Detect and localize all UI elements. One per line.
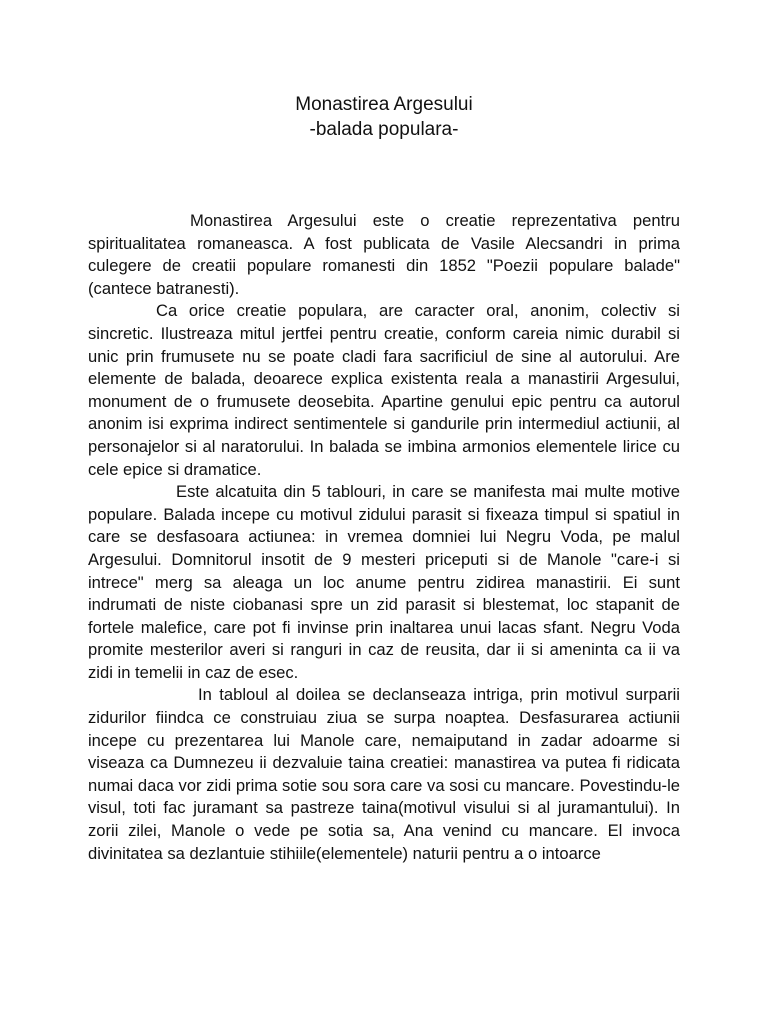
title-block bbox=[0, 92, 768, 142]
body-text bbox=[88, 210, 680, 865]
paragraph: Ca orice creatie populara, are caracter oral, anonim, colectiv si sincretic. Ilustreaza mitul jertfei pentru creatie, conform careia nimic durabil si unic prin frumusete nu se poate cladi fara sacrificiul de sine al autorului. Are elemente de balada, deoarece explica existenta reala a manastirii Argesului, monument de o frumusete deosebita. Apartine genului epic pentru ca autorul anonim isi exprima indirect sentimentele si gandurile prin intermediul actiunii, al personajelor si al naratorului. In balada se imbina armonios elementele lirice cu cele epice si dramatice. bbox=[88, 301, 680, 479]
paragraph: Este alcatuita din 5 tablouri, in care se manifesta mai multe motive populare. Balada incepe cu motivul zidului parasit si fixeaza timpul si spatiul in care se desfasoara actiunea: in vremea domniei lui Negru Voda, pe malul Argesului. Domnitorul insotit de 9 mesteri priceputi si de Manole "care-i si intrece" merg sa aleaga un loc anume pentru zidirea manastirii. Ei sunt indrumati de niste ciobanasi spre un zid parasit si blestemat, loc stapanit de fortele malefice, care pot fi invinse prin inaltarea unui lacas sfant. Negru Voda promite mesterilor averi si ranguri in caz de reusita, dar ii si ameninta ca ii va zidi in temelii in caz de esec. bbox=[88, 482, 680, 682]
document-subtitle: -balada populara- bbox=[309, 119, 459, 140]
paragraph: In tabloul al doilea se declanseaza intriga, prin motivul surparii zidurilor fiindca ce construiau ziua se surpa noaptea. Desfasurarea actiunii incepe cu prezentarea lui Manole care, nemaiputand in zadar adoarme si viseaza ca Dumnezeu ii dezvaluie taina creatiei: manastirea va putea fi ridicata numai daca vor zidi prima sotie sou sora care va sosi cu mancare. Povestindu-le visul, toti fac juramant sa pastreze taina(motivul visului si al juramantului). In zorii zilei, Manole o vede pe sotia sa, Ana venind cu mancare. El invoca divinitatea sa dezlantuie stihiile(elementele) naturii pentru a o intoarce bbox=[88, 685, 680, 863]
document-title: Monastirea Argesului bbox=[295, 94, 473, 115]
paragraph: Monastirea Argesului este o creatie reprezentativa pentru spiritualitatea romaneasca. A fost publicata de Vasile Alecsandri in prima culegere de creatii populare romanesti din 1852 "Poezii populare balade" (cantece batranesti). bbox=[88, 211, 680, 298]
